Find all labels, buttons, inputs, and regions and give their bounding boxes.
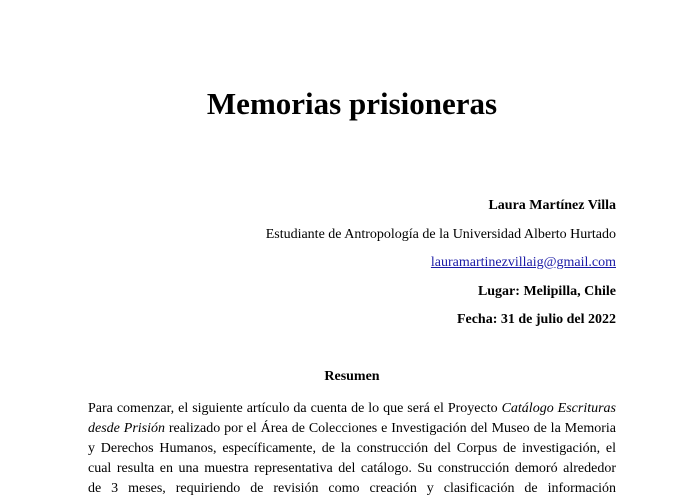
abstract-line-text: de 3 meses, requiriendo de revisión como creación y clasificación de información [88, 481, 616, 496]
place-line: Lugar: Melipilla, Chile [477, 284, 616, 299]
document-title: Memorias prisioneras [206, 86, 498, 121]
author-affiliation: Estudiante de Antropología de la Universidad Alberto Hurtado [265, 227, 616, 242]
abstract-line [88, 419, 616, 439]
date-line: Fecha: 31 de julio del 2022 [456, 312, 616, 327]
abstract-body [88, 399, 616, 499]
abstract-line [88, 399, 616, 419]
author-email-link[interactable] [431, 255, 616, 271]
abstract-line-italic: Catálogo Escrituras [501, 401, 616, 416]
abstract-line [88, 459, 616, 479]
abstract-line-text: realizado por el Área de Colecciones e Investigación del Museo de la Memoria [165, 421, 616, 436]
author-name: Laura Martínez Villa [488, 198, 616, 213]
abstract-line [88, 479, 616, 499]
email-link-text[interactable]: lauramartinezvillaig@gmail.com [430, 255, 616, 270]
abstract-line-text: cual resulta en una muestra representativa del catálogo. Su construcción demoró alrededor [88, 461, 616, 476]
abstract-line-italic: desde Prisión [88, 421, 165, 436]
abstract-heading: Resumen [324, 369, 380, 384]
abstract-line-text: Para comenzar, el siguiente artículo da cuenta de lo que será el Proyecto [88, 401, 502, 416]
abstract-line [88, 439, 616, 459]
abstract-line-text: y Derechos Humanos, específicamente, de la construcción del Corpus de investigación, el [88, 441, 616, 456]
